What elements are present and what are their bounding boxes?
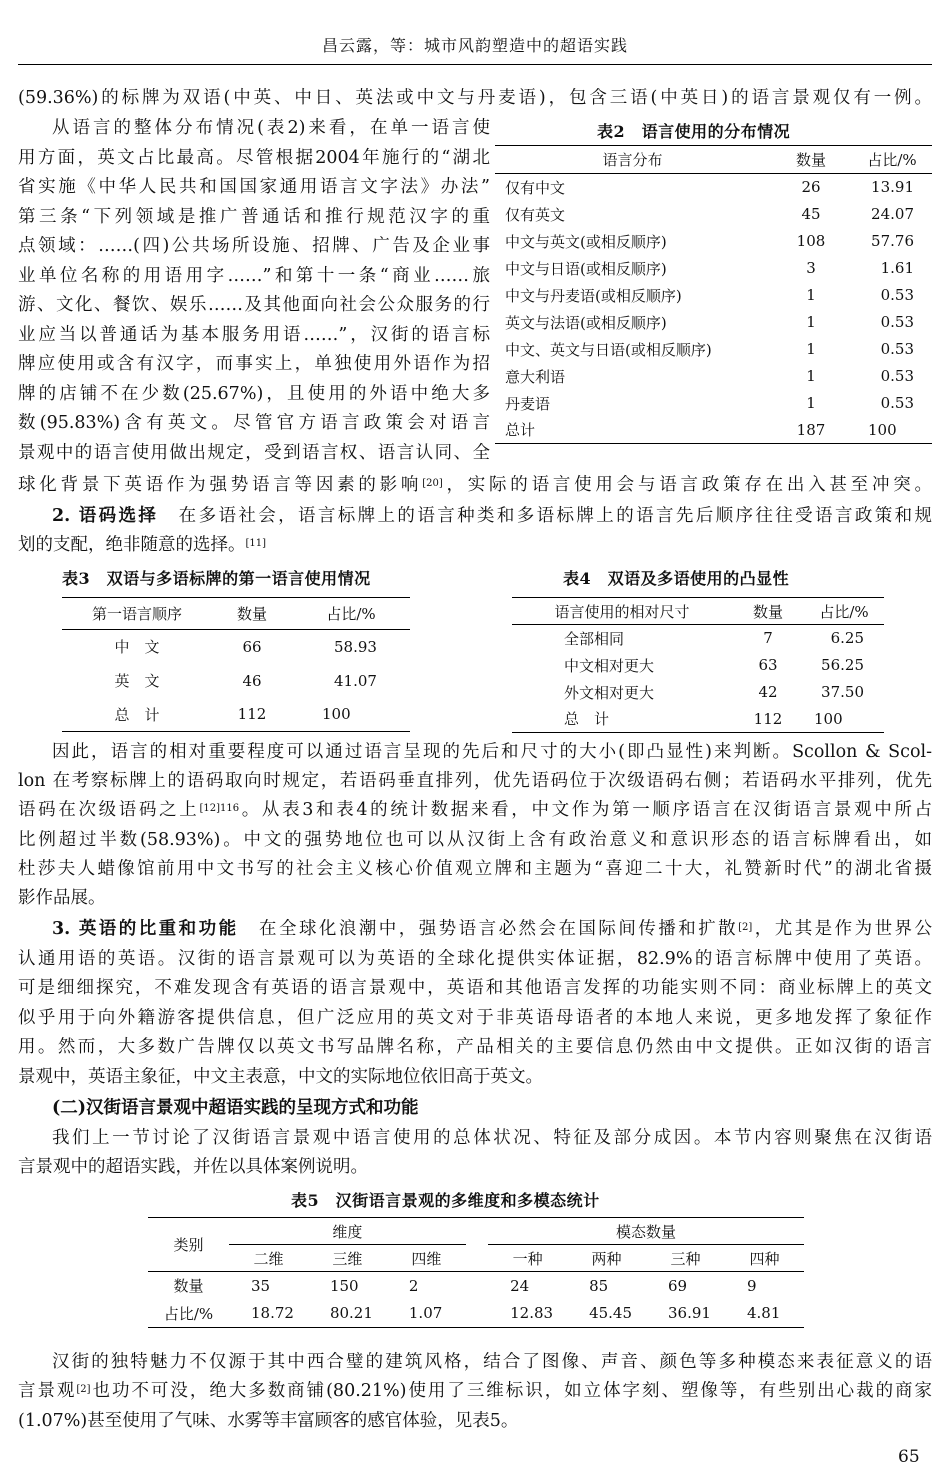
table4-cell: 112 xyxy=(753,709,783,728)
text-span: 语码在次级语码之上 xyxy=(18,800,200,820)
table4 xyxy=(512,597,884,733)
text-line xyxy=(18,503,932,530)
table3-cell: 100 xyxy=(322,705,351,724)
table-row xyxy=(148,1300,804,1328)
citation: [11] xyxy=(245,538,267,549)
table4-cell: 63 xyxy=(758,656,778,674)
table5-subheader: 二维 xyxy=(253,1249,284,1268)
text-span: 球化背景下英语作为强势语言等因素的影响 xyxy=(18,475,423,495)
table2-cell: 0.53 xyxy=(880,394,914,412)
table5-gap xyxy=(466,1245,488,1272)
table-row xyxy=(495,201,932,228)
table-row xyxy=(495,390,932,417)
table-row xyxy=(495,174,932,201)
text-line: 杜莎夫人蜡像馆前用中文书写的社会主义核心价值观立牌和主题为“喜迎二十大，礼赞新时代”的湖北省摄 xyxy=(18,859,932,879)
table-row xyxy=(495,336,932,363)
text-line: 第三条“下列领域是推广普通话和推行规范汉字的重 xyxy=(18,207,490,227)
table4-header: 语言使用的相对尺寸 xyxy=(554,602,690,621)
table5-cell: 4.81 xyxy=(746,1304,781,1323)
table5-subheader: 三种 xyxy=(670,1249,701,1268)
text-span: 划的支配，绝非随意的选择。 xyxy=(18,535,246,555)
table5 xyxy=(148,1217,804,1328)
table3-header: 第一语言顺序 xyxy=(91,605,182,623)
table5-cell: 9 xyxy=(746,1276,757,1295)
citation: [2] xyxy=(76,1384,91,1395)
table5-caption: 表5 汉街语言景观的多维度和多模态统计 xyxy=(291,1191,600,1210)
table2-cell: 1 xyxy=(806,394,816,412)
table4-cell: 总 计 xyxy=(564,710,610,729)
table2-cell: 26 xyxy=(801,178,821,197)
table5-cell: 45.45 xyxy=(589,1304,633,1323)
page-number: 65 xyxy=(898,1447,920,1467)
text-line xyxy=(18,532,932,559)
table-row xyxy=(62,698,410,732)
table3-cell: 58.93 xyxy=(334,637,377,656)
table-row xyxy=(495,363,932,390)
table2-cell: 3 xyxy=(806,259,816,277)
table2-cell: 0.53 xyxy=(880,286,914,304)
table4-cell: 6.25 xyxy=(830,629,864,648)
text-span: ，实际的语言使用会与语言政策存在出入甚至冲突。 xyxy=(442,475,932,495)
header-rule xyxy=(18,64,932,65)
table5-cell: 69 xyxy=(668,1276,688,1295)
table2-cell: 仅有中文 xyxy=(505,178,566,197)
table-row xyxy=(495,255,932,282)
text-span: 言景观 xyxy=(18,1381,77,1401)
table5-row-label: 数量 xyxy=(173,1277,204,1296)
table2-cell: 1.61 xyxy=(880,259,914,277)
table5-group-header: 模态数量 xyxy=(488,1218,804,1245)
text-line: 认通用语的英语。汉街的语言景观可以为英语的全球化提供实体证据，82.9%的语言标牌中使用了英语。 xyxy=(18,949,932,969)
subsection-heading: (二)汉街语言景观中超语实践的呈现方式和功能 xyxy=(52,1098,419,1118)
table2-cell: 1 xyxy=(806,340,816,358)
text-line: 因此，语言的相对重要程度可以通过语言呈现的先后和尺寸的大小(即凸显性)来判断。Scollon & Scol- xyxy=(52,742,932,762)
table5-row-label: 占比/% xyxy=(163,1304,214,1323)
text-line xyxy=(18,916,932,943)
table2-cell: 总计 xyxy=(505,421,536,440)
text-line: 牌应使用或含有汉字，而事实上，单独使用外语作为招 xyxy=(18,354,490,374)
table2-header: 占比/% xyxy=(867,151,917,169)
table2-cell: 0.53 xyxy=(880,340,914,358)
table-row xyxy=(512,706,884,733)
text-span: 。从表3和表4的统计数据来看，中文作为第一顺序语言在汉街语言景观中所占 xyxy=(239,800,933,820)
table2-cell: 中文与英文(或相反顺序) xyxy=(505,232,667,251)
table4-cell: 中文相对更大 xyxy=(564,656,655,675)
table3-cell: 41.07 xyxy=(334,671,377,690)
table5-category-header: 类别 xyxy=(148,1218,229,1272)
table4-header: 占比/% xyxy=(819,602,869,621)
table2-cell: 1 xyxy=(806,313,816,331)
table4-cell: 全部相同 xyxy=(564,629,625,648)
table-row xyxy=(495,228,932,255)
text-line xyxy=(18,472,932,499)
table3-cell: 46 xyxy=(242,671,262,690)
table2-cell: 中文、英文与日语(或相反顺序) xyxy=(505,340,712,359)
text-line: 比例超过半数(58.93%)。中文的强势地位也可以从汉街上含有政治意义和意识形态的语言标牌看出，如 xyxy=(18,830,932,850)
text-line: 用方面，英文占比最高。尽管根据2004年施行的“湖北 xyxy=(18,148,490,168)
text-line: 景观中，英语主象征，中文主表意，中文的实际地位依旧高于英文。 xyxy=(18,1067,543,1087)
text-span: 也功不可没，绝大多数商铺(80.21%)使用了三维标识，如立体字刻、塑像等，有些别出心裁的商家 xyxy=(90,1381,933,1401)
table5-gap xyxy=(466,1300,488,1328)
table3-cell: 中 文 xyxy=(114,638,160,657)
text-span: 在全球化浪潮中，强势语言必然会在国际间传播和扩散 xyxy=(256,919,739,939)
table5-gap xyxy=(466,1272,488,1300)
table3-cell: 总 计 xyxy=(114,705,160,724)
table4-header: 数量 xyxy=(752,602,783,621)
table-row xyxy=(62,664,410,698)
table4-cell: 外文相对更大 xyxy=(564,683,655,702)
table2-cell: 0.53 xyxy=(880,313,914,331)
text-line: 牌的店铺不在少数(25.67%)，且使用的外语中绝大多 xyxy=(18,384,490,404)
text-line: 数(95.83%)含有英文。尽管官方语言政策会对语言 xyxy=(18,413,490,433)
table2-cell: 1 xyxy=(806,367,816,385)
table5-cell: 80.21 xyxy=(329,1304,373,1323)
table2-header: 语言分布 xyxy=(602,151,663,169)
table4-caption: 表4 双语及多语使用的凸显性 xyxy=(563,569,790,588)
text-line: 用。然而，大多数广告牌仅以英文书写品牌名称，产品相关的主要信息仍然由中文提供。正如汉街的语言 xyxy=(18,1037,932,1057)
table3 xyxy=(62,597,410,732)
table5-subheader: 四种 xyxy=(749,1249,780,1268)
table-row xyxy=(495,417,932,444)
text-line: 可是细细探究，不难发现含有英语的语言景观中，英语和其他语言发挥的功能实则不同：商业标牌上的英文 xyxy=(18,978,932,998)
table2-caption: 表2 语言使用的分布情况 xyxy=(597,122,791,141)
table2 xyxy=(495,145,932,444)
text-line: 游、文化、餐饮、娱乐……及其他面向社会公众服务的行 xyxy=(18,295,490,315)
text-line: lon 在考察标牌上的语码取向时规定，若语码垂直排列，优先语码位于次级语码右侧；若语码水平排列，优先 xyxy=(18,771,932,791)
table5-cell: 150 xyxy=(329,1276,359,1295)
table-row xyxy=(495,309,932,336)
table2-cell: 0.53 xyxy=(880,367,914,385)
text-line xyxy=(18,1378,932,1405)
table2-cell: 英文与法语(或相反顺序) xyxy=(505,313,667,332)
text-line: 省实施《中华人民共和国国家通用语言文字法》办法” xyxy=(18,177,490,197)
table4-cell: 100 xyxy=(814,709,843,728)
table-row xyxy=(512,652,884,679)
text-line: (59.36%)的标牌为双语(中英、中日、英法或中文与丹麦语)，包含三语(中英日)的语言景观仅有一例。 xyxy=(18,88,932,108)
text-line: 景观中的语言使用做出规定，受到语言权、语言认同、全 xyxy=(18,443,490,463)
table3-cell: 112 xyxy=(237,705,267,724)
table4-cell: 37.50 xyxy=(821,683,864,701)
section-heading: 2. 语码选择 xyxy=(52,506,159,526)
text-line: 汉街的独特魅力不仅源于其中西合璧的建筑风格，结合了图像、声音、颜色等多种模态来表征意义的语 xyxy=(52,1352,932,1372)
table2-cell: 意大利语 xyxy=(505,367,566,386)
text-line: 从语言的整体分布情况(表2)来看，在单一语言使 xyxy=(52,118,490,138)
table3-header: 数量 xyxy=(236,605,267,623)
running-header: 昌云露，等：城市风韵塑造中的超语实践 xyxy=(321,36,628,55)
table2-cell: 中文与日语(或相反顺序) xyxy=(505,259,667,278)
citation: [20] xyxy=(422,478,443,489)
table2-cell: 45 xyxy=(801,205,821,223)
text-line xyxy=(18,797,932,824)
table5-cell: 36.91 xyxy=(668,1304,711,1323)
table4-cell: 42 xyxy=(758,683,778,701)
table5-subheader: 一种 xyxy=(512,1249,543,1268)
table2-cell: 中文与丹麦语(或相反顺序) xyxy=(505,286,682,305)
table2-cell: 13.91 xyxy=(871,178,914,197)
text-line: (1.07%)甚至使用了气味、水雾等丰富顾客的感官体验，见表5。 xyxy=(18,1411,519,1431)
text-line: 影作品展。 xyxy=(18,888,106,908)
section-heading: 3. 英语的比重和功能 xyxy=(52,919,239,939)
table2-cell: 100 xyxy=(868,420,897,439)
table2-cell: 187 xyxy=(796,420,826,439)
table2-cell: 57.76 xyxy=(871,232,914,250)
table5-cell: 85 xyxy=(589,1276,609,1295)
text-span: 在多语社会，语言标牌上的语言种类和多语标牌上的语言先后顺序往往受语言政策和规 xyxy=(176,506,932,526)
table3-header: 占比/% xyxy=(326,605,376,623)
table5-cell: 24 xyxy=(510,1276,530,1295)
table-row xyxy=(62,630,410,664)
table5-cell: 18.72 xyxy=(250,1304,294,1323)
table3-cell: 英 文 xyxy=(114,672,160,690)
text-line: 业应当以普通话为基本服务用语……”，汉街的语言标 xyxy=(18,325,490,345)
table3-cell: 66 xyxy=(242,637,262,656)
table5-subheader: 两种 xyxy=(591,1249,622,1268)
table5-subheader: 四维 xyxy=(411,1249,442,1268)
text-line: 似乎用于向外籍游客提供信息，但广泛应用的英文对于非英语母语者的本地人来说，更多地发挥了象征作 xyxy=(18,1008,932,1028)
table-row xyxy=(495,282,932,309)
table2-cell: 1 xyxy=(806,286,816,304)
text-line: 我们上一节讨论了汉街语言景观中语言使用的总体状况、特征及部分成因。本节内容则聚焦在汉街语 xyxy=(52,1128,932,1148)
text-span: ，尤其是作为世界公 xyxy=(752,919,933,939)
table2-header: 数量 xyxy=(795,151,826,169)
table-row xyxy=(148,1272,804,1300)
table-row xyxy=(512,679,884,706)
text-line: 言景观中的超语实践，并佐以具体案例说明。 xyxy=(18,1157,368,1177)
table2-cell: 仅有英文 xyxy=(505,205,566,224)
text-line: 点领域：……(四)公共场所设施、招牌、广告及企业事 xyxy=(18,236,490,256)
citation: [12]116 xyxy=(199,803,240,814)
table5-cell: 12.83 xyxy=(510,1304,554,1323)
table5-group-header: 维度 xyxy=(229,1218,466,1245)
citation: [2] xyxy=(738,922,753,933)
table5-subheader: 三维 xyxy=(332,1249,363,1268)
table2-cell: 24.07 xyxy=(871,205,914,223)
table2-cell: 丹麦语 xyxy=(505,394,551,413)
table4-cell: 56.25 xyxy=(821,656,864,674)
table5-cell: 2 xyxy=(408,1276,419,1295)
table2-cell: 108 xyxy=(796,232,826,250)
table4-cell: 7 xyxy=(763,629,773,648)
table5-cell: 1.07 xyxy=(408,1304,443,1323)
table5-cell: 35 xyxy=(250,1276,271,1295)
text-line: 业单位名称的用语用字……”和第十一条“商业……旅 xyxy=(18,266,490,286)
table-row xyxy=(512,625,884,652)
table3-caption: 表3 双语与多语标牌的第一语言使用情况 xyxy=(62,569,371,588)
